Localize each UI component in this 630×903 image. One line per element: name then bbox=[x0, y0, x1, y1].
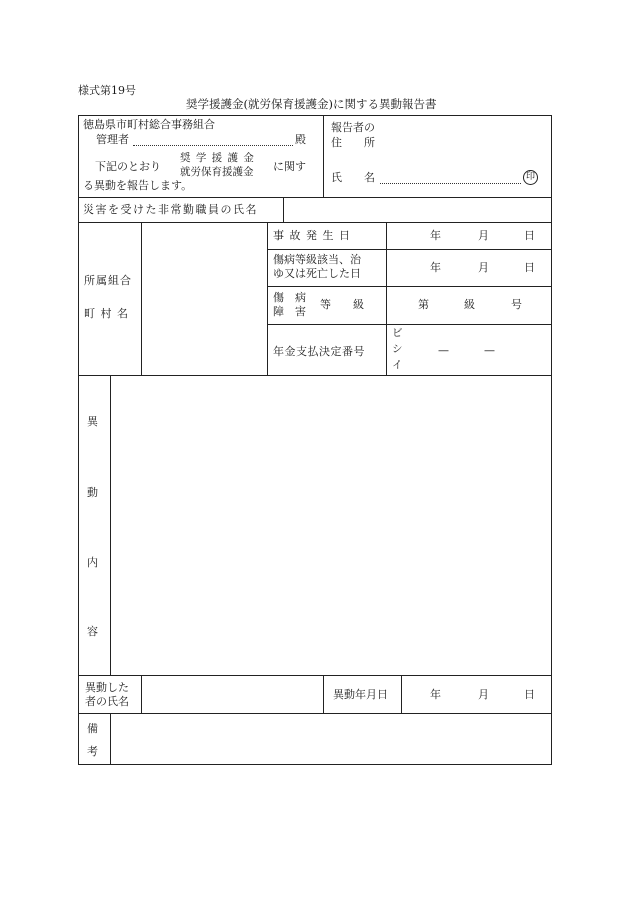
change-month-unit: 月 bbox=[478, 688, 489, 701]
remarks-char-1: 備 bbox=[87, 722, 98, 735]
accident-day-unit: 日 bbox=[524, 229, 535, 242]
accident-month-unit: 月 bbox=[478, 229, 489, 242]
changed-person-label-1: 異動した bbox=[85, 681, 129, 694]
condition-label-2: ゆ又は死亡した日 bbox=[273, 267, 361, 280]
row-divider bbox=[267, 249, 552, 250]
column-divider bbox=[267, 222, 268, 376]
body-line-2: る異動を報告します。 bbox=[83, 179, 193, 192]
grade-prefix: 第 bbox=[418, 298, 429, 311]
seal-mark: 印 bbox=[523, 170, 538, 185]
pension-code-bi: ビ bbox=[392, 327, 403, 339]
column-divider bbox=[401, 675, 402, 714]
column-divider bbox=[141, 222, 142, 376]
worker-name-field[interactable] bbox=[285, 199, 550, 221]
reporter-label: 報告者の bbox=[331, 121, 375, 134]
addressee-org: 徳島県市町村総合事務組合 bbox=[83, 118, 215, 131]
accident-date-label: 事 故 発 生 日 bbox=[273, 229, 351, 242]
address-label: 住 所 bbox=[331, 136, 375, 149]
grade-mid: 級 bbox=[464, 298, 475, 311]
name-label: 氏 名 bbox=[331, 171, 375, 184]
pension-number-label: 年金支払決定番号 bbox=[273, 345, 365, 358]
condition-day-unit: 日 bbox=[524, 261, 535, 274]
remarks-char-2: 考 bbox=[87, 745, 98, 758]
row-divider bbox=[267, 286, 552, 287]
column-divider bbox=[141, 675, 142, 714]
manager-label: 管理者 bbox=[96, 133, 129, 146]
pension-dash-1: — bbox=[438, 344, 449, 357]
frame-top-border bbox=[78, 115, 552, 116]
change-content-char-1: 異 bbox=[87, 415, 98, 428]
disability-label-1: 傷 病 bbox=[273, 291, 306, 304]
change-content-char-2: 動 bbox=[87, 486, 98, 499]
option-childcare: 就労保育援護金 bbox=[180, 166, 254, 178]
change-content-field[interactable] bbox=[112, 377, 550, 674]
body-suffix: に関す bbox=[273, 160, 306, 173]
column-divider bbox=[110, 713, 111, 765]
row-divider bbox=[78, 222, 552, 223]
frame-right-border bbox=[551, 115, 552, 765]
change-content-char-3: 内 bbox=[87, 556, 98, 569]
affiliation-field[interactable] bbox=[143, 224, 265, 374]
reporter-name-field[interactable] bbox=[380, 183, 521, 184]
changed-person-label-2: 者の氏名 bbox=[85, 695, 129, 708]
row-divider bbox=[78, 675, 552, 676]
column-divider bbox=[283, 197, 284, 223]
row-divider bbox=[78, 197, 552, 198]
honorific: 殿 bbox=[295, 133, 306, 146]
remarks-field[interactable] bbox=[112, 715, 550, 763]
row-divider bbox=[267, 324, 552, 325]
change-date-label: 異動年月日 bbox=[333, 688, 388, 701]
row-divider bbox=[78, 375, 552, 376]
column-divider bbox=[110, 375, 111, 676]
condition-label-1: 傷病等級該当、治 bbox=[273, 253, 361, 266]
form-number: 様式第19号 bbox=[78, 84, 136, 97]
grade-suffix: 号 bbox=[511, 298, 522, 311]
pension-dash-2: — bbox=[484, 344, 495, 357]
worker-name-label: 災害を受けた非常勤職員の氏名 bbox=[83, 203, 258, 216]
column-divider bbox=[323, 675, 324, 714]
form-title: 奨学援護金(就労保育援護金)に関する異動報告書 bbox=[186, 97, 437, 111]
column-divider bbox=[386, 222, 387, 376]
changed-person-name-field[interactable] bbox=[143, 677, 321, 712]
pension-code-i: イ bbox=[392, 359, 403, 371]
manager-name-field[interactable] bbox=[133, 145, 293, 146]
column-divider bbox=[323, 115, 324, 198]
body-prefix: 下記のとおり bbox=[95, 160, 161, 173]
row-divider bbox=[78, 713, 552, 714]
frame-bottom-border bbox=[78, 764, 552, 765]
change-year-unit: 年 bbox=[430, 688, 441, 701]
frame-left-border bbox=[78, 115, 79, 765]
accident-year-unit: 年 bbox=[430, 229, 441, 242]
change-content-char-4: 容 bbox=[87, 625, 98, 638]
grade-label: 等 級 bbox=[320, 298, 364, 311]
pension-code-shi: シ bbox=[392, 343, 403, 355]
affiliation-label-2: 町 村 名 bbox=[84, 307, 129, 320]
option-scholarship: 奨 学 援 護 金 bbox=[180, 152, 255, 164]
condition-month-unit: 月 bbox=[478, 261, 489, 274]
change-day-unit: 日 bbox=[524, 688, 535, 701]
affiliation-label-1: 所属組合 bbox=[84, 274, 132, 287]
condition-year-unit: 年 bbox=[430, 261, 441, 274]
disability-label-2: 障 害 bbox=[273, 305, 306, 318]
